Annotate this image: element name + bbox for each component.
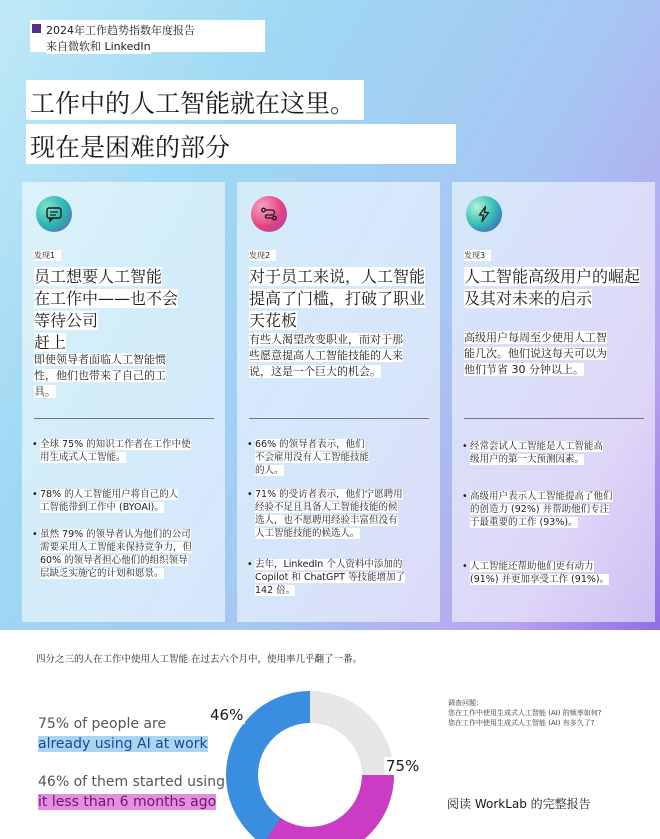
brand-square-icon — [32, 24, 41, 33]
finding-bullet: • 全球 75% 的知识工作者在工作中使 用生成式人工智能。 — [34, 438, 214, 464]
finding-bullet: • 去年，LinkedIn 个人资料中添加的 Copilot 和 ChatGPT 等技能增加了 142 倍。 — [249, 558, 429, 597]
finding-headline: 人工智能高级用户的崛起 及其对未来的启示 — [464, 267, 641, 308]
chart-label-75: 75% — [386, 757, 420, 775]
divider — [34, 418, 214, 419]
page-title-line1: 工作中的人工智能就在这里。 — [26, 80, 364, 120]
career-path-icon — [251, 196, 287, 232]
finding-card-2 — [237, 182, 440, 622]
finding-label: 发现1 — [34, 250, 61, 261]
usage-donut-chart — [222, 679, 402, 839]
survey-title: 调查问题： — [448, 699, 483, 707]
finding-bullet: • 71% 的受访者表示，他们宁愿聘用 经验不足且具备人工智能技能的候 选人，也不愿聘用经验丰富但没有 人工智能技能的候选人。 — [249, 488, 429, 540]
donut-slice-46 — [263, 775, 394, 839]
finding-description: 有些人渴望改变职业，而对于那 些愿意提高人工智能技能的人来 说，这是一个巨大的机会。 — [249, 333, 403, 378]
stat-line-2: already using AI at work — [38, 736, 208, 752]
stat-line-1: 75% of people are — [38, 716, 167, 732]
survey-questions — [448, 698, 602, 728]
finding-bullet: • 经常尝试人工智能是人工智能高 级用户的第一大预测因素。 — [464, 440, 644, 466]
stat-line-3: 46% of them started using — [38, 774, 225, 790]
finding-card-3 — [452, 182, 655, 622]
finding-label: 发现2 — [249, 250, 276, 261]
divider — [249, 418, 429, 419]
finding-headline: 对于员工来说，人工智能 提高了门槛，打破了职业 天花板 — [249, 267, 426, 330]
finding-bullet: • 66% 的领导者表示，他们 不会雇用没有人工智能技能 的人。 — [249, 438, 429, 477]
survey-question-1: 您在工作中使用生成式人工智能 (AI) 的频率如何? — [448, 709, 602, 717]
report-header — [30, 20, 265, 52]
chat-bubble-icon — [36, 196, 72, 232]
finding-description: 高级用户每周至少使用人工智 能几次。他们说这每天可以为 他们节省 30 分钟以上。 — [464, 331, 607, 376]
page-title-line2: 现在是困难的部分 — [26, 124, 456, 164]
finding-description: 即使领导者面临人工智能惯 性，他们也带来了自己的工 具。 — [34, 353, 166, 398]
report-title: 2024年工作趋势指数年度报告 — [46, 24, 195, 37]
finding-label: 发现3 — [464, 250, 491, 261]
lightning-icon — [466, 196, 502, 232]
finding-bullet: • 人工智能还帮助他们更有动力 (91%) 并更加享受工作 (91%)。 — [464, 560, 644, 586]
finding-bullet: • 高级用户表示人工智能提高了他们 的创造力 (92%) 并帮助他们专注 于最重要的工作 (93%)。 — [464, 490, 644, 529]
finding-bullet: • 虽然 79% 的领导者认为他们的公司 需要采用人工智能来保持竞争力，但 60% 的领导者担心他们的组织领导 层缺乏实施它的计划和愿景。 — [34, 528, 214, 580]
survey-question-2: 您在工作中使用生成式人工智能 (AI) 有多久了? — [448, 719, 595, 727]
report-source: 来自微软和 LinkedIn — [46, 40, 151, 53]
stat-line-4: it less than 6 months ago — [38, 794, 217, 810]
finding-card-1 — [22, 182, 225, 622]
finding-headline: 员工想要人工智能 在工作中——也不会 等待公司 赶上 — [34, 267, 179, 352]
read-full-report-link[interactable]: 阅读 WorkLab 的完整报告 — [447, 795, 631, 812]
usage-note: 四分之三的人在工作中使用人工智能 在过去六个月中，使用率几乎翻了一番。 — [36, 654, 363, 665]
divider — [464, 418, 644, 419]
chart-label-46: 46% — [210, 706, 244, 724]
finding-bullet: • 78% 的人工智能用户将自己的人 工智能带到工作中 (BYOAI)。 — [34, 488, 214, 514]
